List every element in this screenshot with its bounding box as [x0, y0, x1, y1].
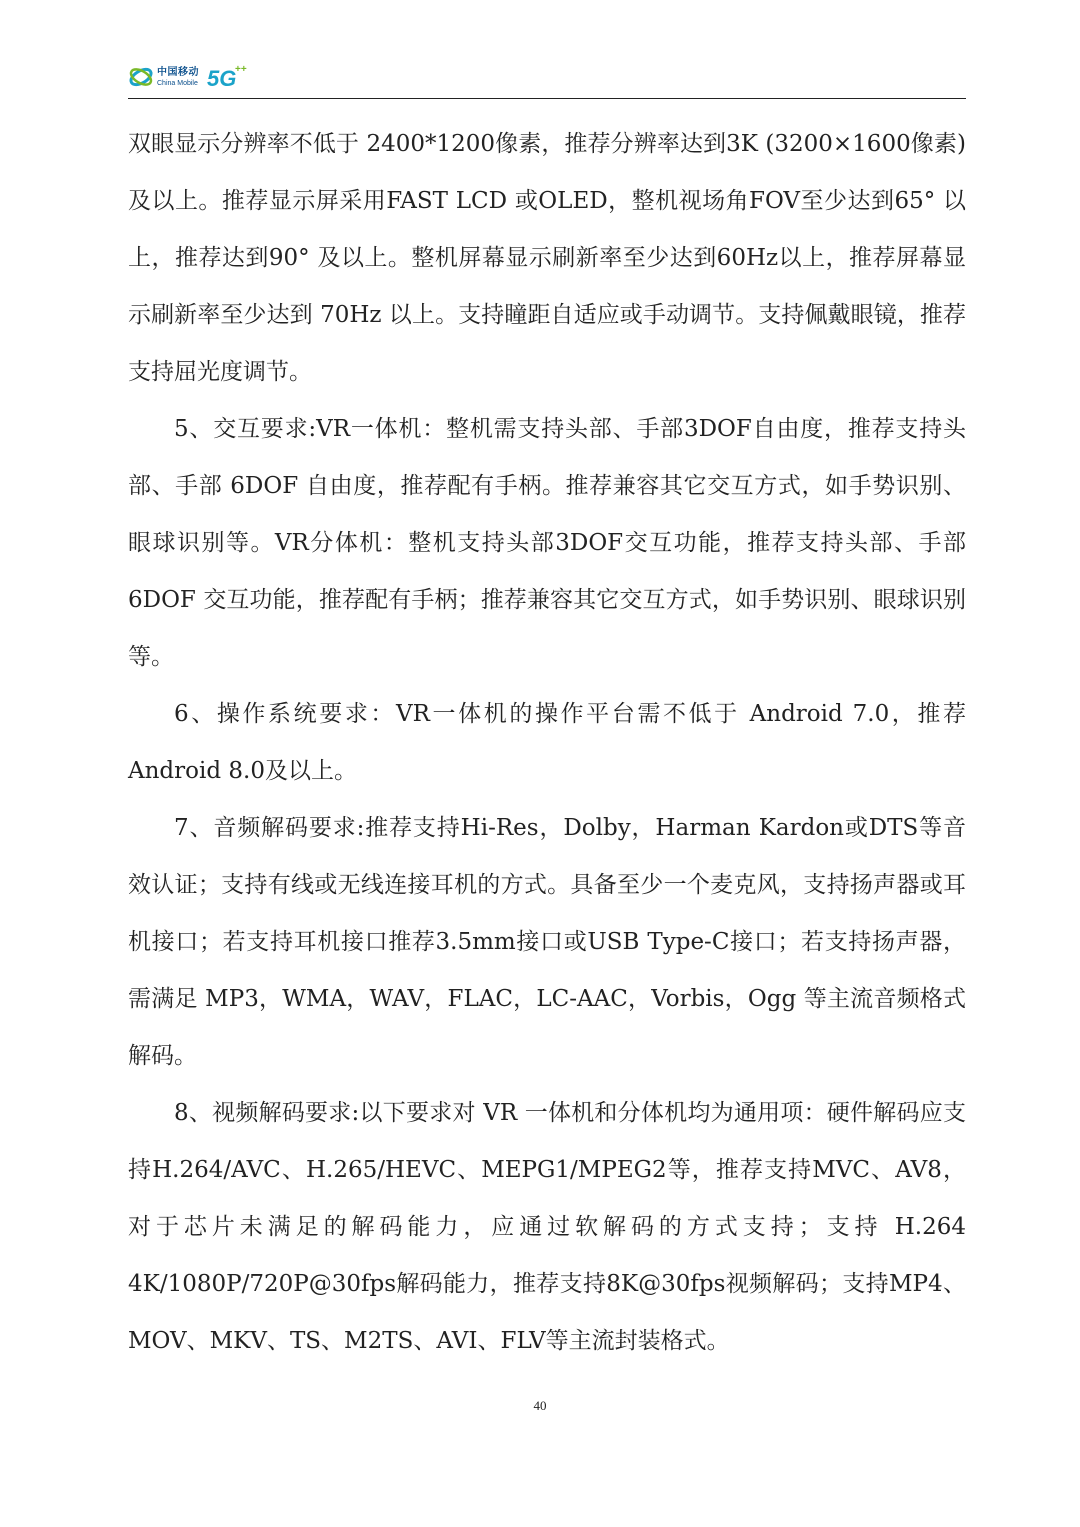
china-mobile-emblem-icon: [128, 64, 154, 90]
paragraph-display: 双眼显示分辨率不低于 2400*1200像素，推荐分辨率达到3K (3200×1600像素)及以上。推荐显示屏采用FAST LCD 或OLED，整机视场角FOV至少达到65° 以上，推荐达到90° 及以上。整机屏幕显示刷新率至少达到60Hz以上，推荐屏幕显示刷新率至少达到 70Hz 以上。支持瞳距自适应或手动调节。支持佩戴眼镜，推荐支持屈光度调节。: [128, 131, 966, 385]
paragraph-os: 6、操作系统要求：VR一体机的操作平台需不低于 Android 7.0，推荐 Android 8.0及以上。: [128, 701, 966, 784]
svg-text:++: ++: [235, 64, 247, 75]
paragraph-interaction: 5、交互要求:VR一体机：整机需支持头部、手部3DOF自由度，推荐支持头部、手部 6DOF 自由度，推荐配有手柄。推荐兼容其它交互方式，如手势识别、眼球识别等。VR分体机：整机支持头部3DOF交互功能，推荐支持头部、手部 6DOF 交互功能，推荐配有手柄；推荐兼容其它交互方式，如手势识别、眼球识别等。: [128, 416, 966, 670]
logo-english-text: China Mobile: [157, 79, 198, 87]
page-number: 40: [533, 1398, 547, 1413]
paragraph-video: 8、视频解码要求:以下要求对 VR 一体机和分体机均为通用项：硬件解码应支持H.264/AVC、H.265/HEVC、MEPG1/MPEG2等，推荐支持MVC、AV8，对于芯片未满足的解码能力，应通过软解码的方式支持；支持 H.264 4K/1080P/720P@30fps解码能力，推荐支持8K@30fps视频解码；支持MP4、MOV、MKV、TS、M2TS、AVI、FLV等主流封装格式。: [128, 1100, 966, 1354]
logo-chinese-text: 中国移动: [157, 66, 199, 78]
document-body: [128, 116, 966, 1370]
china-mobile-logo: [128, 60, 247, 94]
page-header: [128, 58, 966, 99]
5g-logo-text: 5G: [207, 66, 237, 91]
paragraph-audio: 7、音频解码要求:推荐支持Hi-Res，Dolby，Harman Kardon或DTS等音效认证；支持有线或无线连接耳机的方式。具备至少一个麦克风，支持扬声器或耳机接口；若支持耳机接口推荐3.5mm接口或USB Type-C接口；若支持扬声器，需满足 MP3，WMA，WAV，FLAC，LC-AAC，Vorbis，Ogg 等主流音频格式解码。: [128, 815, 966, 1069]
5g-logo-icon: [205, 62, 247, 92]
